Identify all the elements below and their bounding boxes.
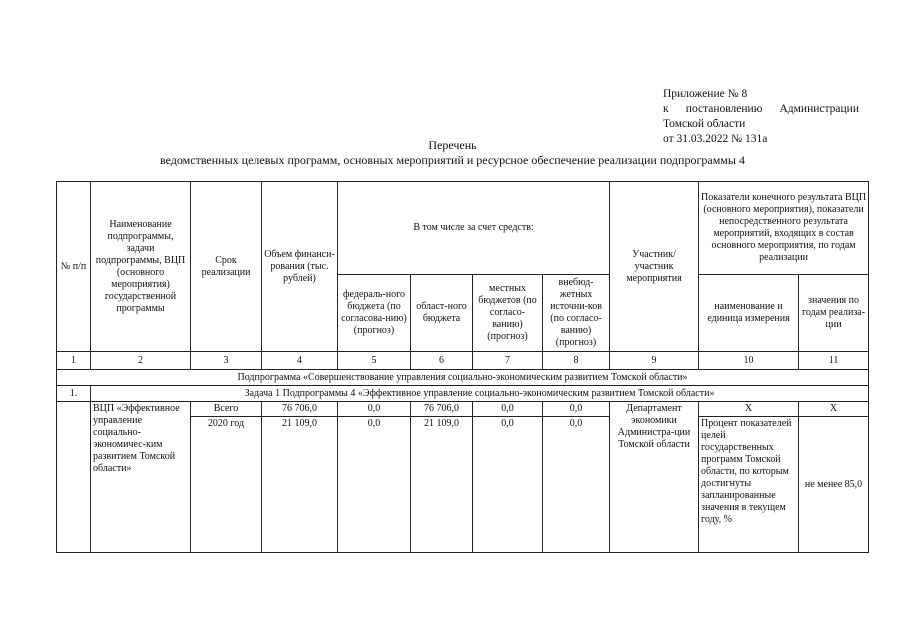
column-number: 10 [699, 352, 799, 370]
vcp-indicator-value: не менее 85,0 [799, 417, 869, 553]
program-table [56, 181, 869, 553]
vcp-indicator-name: Х [699, 402, 799, 417]
vcp-indicator-value: Х [799, 402, 869, 417]
header-num: № п/п [57, 182, 91, 352]
header-local: местных бюджетов (по согласо-ванию) (прогноз) [473, 275, 543, 352]
subprogram-row [57, 370, 869, 386]
appendix-line-1: Приложение № 8 [663, 88, 748, 100]
appendix-line-2 [663, 102, 859, 117]
vcp-name: ВЦП «Эффективное управление социально-экономичес-ким развитием Томской области» [91, 402, 191, 553]
column-number: 7 [473, 352, 543, 370]
vcp-federal: 0,0 [338, 402, 411, 417]
appendix-word: к [663, 103, 669, 115]
header-indicators-group: Показатели конечного результата ВЦП (основного мероприятия), показатели непосредственного результата мероприятий, входящих в состав основного мероприятия, по годам реализации [699, 182, 869, 275]
vcp-period: 2020 год [191, 417, 262, 553]
vcp-local: 0,0 [473, 417, 543, 553]
vcp-extra: 0,0 [543, 402, 610, 417]
header-row-1 [57, 182, 869, 275]
vcp-volume: 21 109,0 [262, 417, 338, 553]
column-number: 3 [191, 352, 262, 370]
header-regional: област-ного бюджета [411, 275, 473, 352]
column-number: 2 [91, 352, 191, 370]
appendix-word: постановлению [685, 103, 763, 115]
column-number: 1 [57, 352, 91, 370]
header-sources-group: В том числе за счет средств: [338, 182, 610, 275]
header-indicator-name: наименование и единица измерения [699, 275, 799, 352]
vcp-federal: 0,0 [338, 417, 411, 553]
header-volume: Объем финанси-рования (тыс. рублей) [262, 182, 338, 352]
column-number: 9 [610, 352, 699, 370]
header-participant: Участник/ участник мероприятия [610, 182, 699, 352]
column-number: 4 [262, 352, 338, 370]
header-name: Наименование подпрограммы, задачи подпрограммы, ВЦП (основного мероприятия) государственной программы [91, 182, 191, 352]
column-number-row [57, 352, 869, 370]
subprogram-title: Подпрограмма «Совершенствование управления социально-экономическим развитием Томской области» [57, 370, 869, 386]
vcp-indicator-name: Процент показателей целей государственных программ Томской области, по которым достигнуты запланированные значения в текущем году, % [699, 417, 799, 553]
document-title: Перечень [428, 138, 477, 152]
vcp-regional: 21 109,0 [411, 417, 473, 553]
appendix-word: Администрации [779, 103, 859, 115]
task-title: Задача 1 Подпрограммы 4 «Эффективное управление социально-экономическим развитием Томской области» [91, 386, 869, 402]
vcp-period: Всего [191, 402, 262, 417]
column-number: 11 [799, 352, 869, 370]
vcp-participant: Департамент экономики Администра-ции Томской области [610, 402, 699, 553]
column-number: 5 [338, 352, 411, 370]
vcp-volume: 76 706,0 [262, 402, 338, 417]
vcp-local: 0,0 [473, 402, 543, 417]
header-indicator-values: значения по годам реализа-ции [799, 275, 869, 352]
vcp-extra: 0,0 [543, 417, 610, 553]
appendix-line-3: Томской области [663, 118, 746, 130]
header-period: Срок реализации [191, 182, 262, 352]
document-subtitle: ведомственных целевых программ, основных мероприятий и ресурсное обеспечение реализации подпрограммы 4 [160, 153, 745, 167]
vcp-regional: 76 706,0 [411, 402, 473, 417]
appendix-line-4: от 31.03.2022 № 131а [663, 133, 768, 145]
task-row [57, 386, 869, 402]
header-federal: федераль-ного бюджета (по согласова-нию) (прогноз) [338, 275, 411, 352]
header-extra: внебюд-жетных источни-ков (по согласо-ванию) (прогноз) [543, 275, 610, 352]
column-number: 6 [411, 352, 473, 370]
column-number: 8 [543, 352, 610, 370]
vcp-row-total [57, 402, 869, 417]
vcp-num-cell [57, 402, 91, 553]
task-number: 1. [57, 386, 91, 402]
